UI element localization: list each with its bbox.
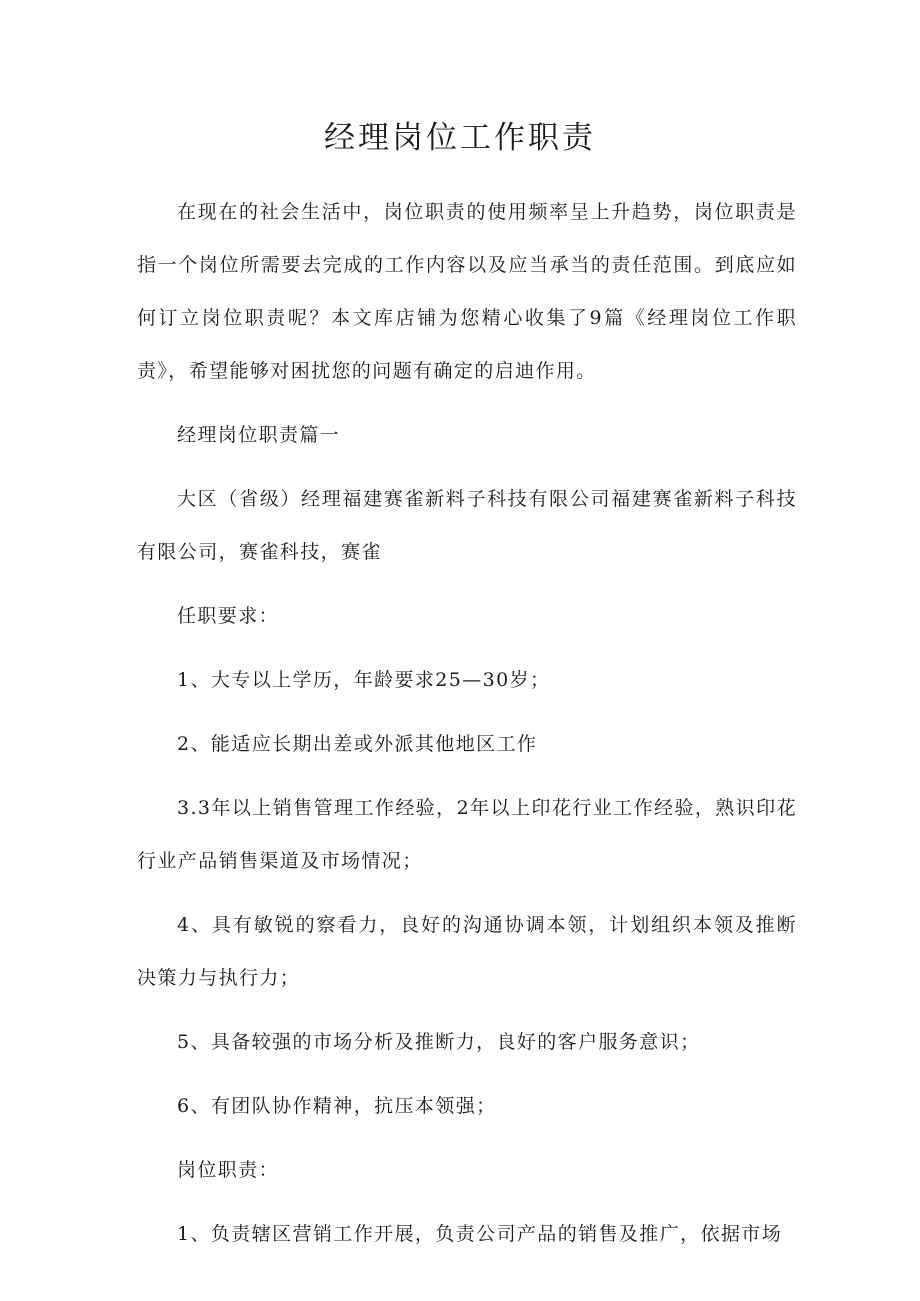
duties-heading: 岗位职责： — [177, 1159, 280, 1181]
requirement-item: 2、能适应长期出差或外派其他地区工作 — [177, 733, 538, 755]
section-heading: 经理岗位职责篇一 — [177, 424, 341, 446]
document-title: 经理岗位工作职责 — [324, 120, 596, 156]
job-position-paragraph: 大区（省级）经理福建赛雀新料子科技有限公司福建赛雀新料子科技有限公司，赛雀科技，赛雀 — [137, 488, 797, 563]
requirements-heading: 任职要求： — [177, 605, 280, 627]
requirement-item: 6、有团队协作精神，抗压本领强； — [177, 1095, 497, 1117]
requirement-item: 4、具有敏锐的察看力，良好的沟通协调本领，计划组织本领及推断决策力与执行力； — [137, 914, 797, 989]
document-body — [137, 186, 797, 1261]
duty-item: 1、负责辖区营销工作开展，负责公司产品的销售及推广，依据市场 — [177, 1223, 783, 1245]
intro-paragraph: 在现在的社会生活中，岗位职责的使用频率呈上升趋势，岗位职责是指一个岗位所需要去完成的工作内容以及应当承当的责任范围。到底应如何订立岗位职责呢？本文库店铺为您精心收集了9篇《经理岗位工作职责》，希望能够对困扰您的问题有确定的启迪作用。 — [137, 201, 797, 382]
requirement-item: 3.3年以上销售管理工作经验，2年以上印花行业工作经验，熟识印花行业产品销售渠道及市场情况； — [137, 797, 797, 872]
requirement-item: 5、具备较强的市场分析及推断力，良好的客户服务意识； — [177, 1031, 701, 1053]
requirement-item: 1、大专以上学历，年龄要求25—30岁； — [177, 669, 551, 691]
